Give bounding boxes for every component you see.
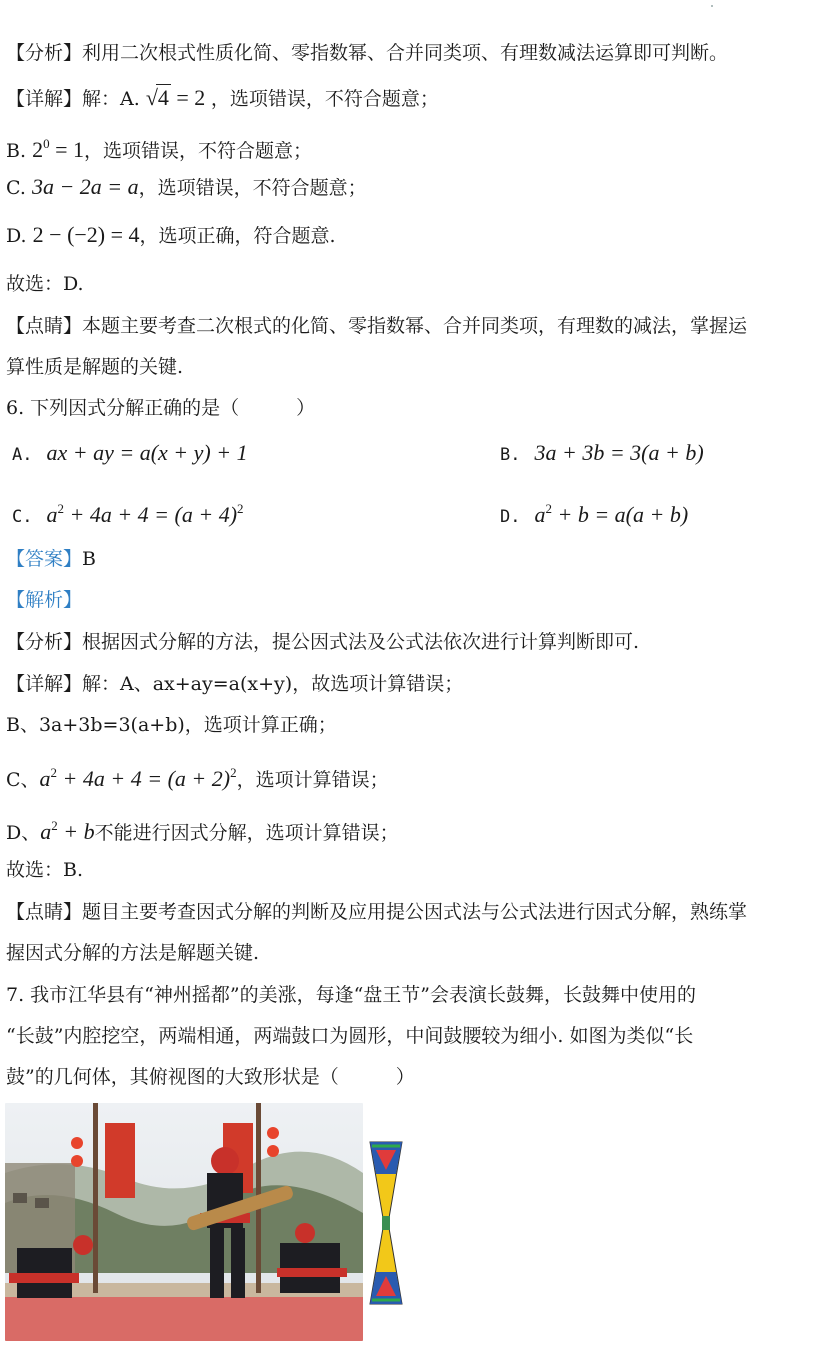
q6-note-1: 【点睛】题目主要考查因式分解的判断及应用提公因式法与公式法进行因式分解，熟练掌 <box>6 901 748 923</box>
q6-option-c[interactable]: C. $a^2 + 4a + 4 = (a + 4)^2$ <box>12 501 244 527</box>
answer-tag: 【答案】 <box>6 548 83 570</box>
q6-note-2: 握因式分解的方法是解题关键. <box>6 942 260 964</box>
q6-choice: 故选：B. <box>6 859 84 881</box>
q5-choice: 故选：D. <box>6 273 84 295</box>
q6-stem: 6. 下列因式分解正确的是（ ） <box>6 397 316 419</box>
q6-detail-a: 【详解】解：A、ax+ay=a(x+y)，故选项计算错误； <box>6 673 464 695</box>
q7-line-1: 7. 我市江华县有“神州摇都”的美涨，每逢“盘王节”会表演长鼓舞，长鼓舞中使用的 <box>6 984 697 1006</box>
q6-option-d[interactable]: D. $a^2 + b = a(a + b)$ <box>500 501 689 527</box>
long-drum-dance-photo <box>5 1103 363 1341</box>
q5-analysis: 【分析】利用二次根式性质化简、零指数幂、合并同类项、有理数减法运算即可判断。 <box>6 42 729 64</box>
q6-options-row1 <box>6 440 826 472</box>
q5-detail-d: D. 2 − (−2) = 4，选项正确，符合题意. <box>6 222 336 247</box>
q5-a-formula: √4 = 2 <box>145 85 206 110</box>
q5-note-2: 算性质是解题的关键. <box>6 356 184 378</box>
q5-detail-a: 【详解】解：A. √4 = 2 ，选项错误，不符合题意； <box>6 85 439 110</box>
q5-note-1: 【点睛】本题主要考查二次根式的化简、零指数幂、合并同类项，有理数的减法，掌握运 <box>6 315 748 337</box>
q6-answer <box>6 546 826 572</box>
scan-speck <box>711 5 713 7</box>
q5-detail-b: B. $2^0 = 1$，选项错误，不符合题意； <box>6 136 312 162</box>
long-drum-figure <box>368 1140 404 1306</box>
q5-detail-c: C. 3a − 2a = a，选项错误，不符合题意； <box>6 174 367 199</box>
q6-detail-b: B、3a+3b=3(a+b)，选项计算正确； <box>6 714 337 736</box>
answer-value: B <box>82 548 96 570</box>
q6-analysis: 【分析】根据因式分解的方法，提公因式法及公式法依次进行计算判断即可. <box>6 631 640 653</box>
q6-options-row2 <box>6 496 826 528</box>
q6-detail-d: D、$a^2 + b$不能进行因式分解，选项计算错误； <box>6 818 399 844</box>
q6-detail-c: C、$a^2 + 4a + 4 = (a + 2)^2$，选项计算错误； <box>6 765 389 791</box>
q5-c-formula: 3a − 2a = a <box>31 174 139 199</box>
q6-explain-tag: 【解析】 <box>6 589 83 611</box>
q7-line-2: “长鼓”内腔挖空，两端相通，两端鼓口为圆形，中间鼓腰较为细小. 如图为类似“长 <box>6 1025 694 1047</box>
q6-option-a[interactable]: A. ax + ay = a(x + y) + 1 <box>12 440 248 465</box>
q5-b-formula: $2^0 = 1$ <box>32 136 84 162</box>
q5-d-formula: 2 − (−2) = 4 <box>32 222 140 247</box>
q7-line-3: 鼓”的几何体，其俯视图的大致形状是（ ） <box>6 1066 415 1088</box>
q6-option-b[interactable]: B. 3a + 3b = 3(a + b) <box>500 440 704 465</box>
